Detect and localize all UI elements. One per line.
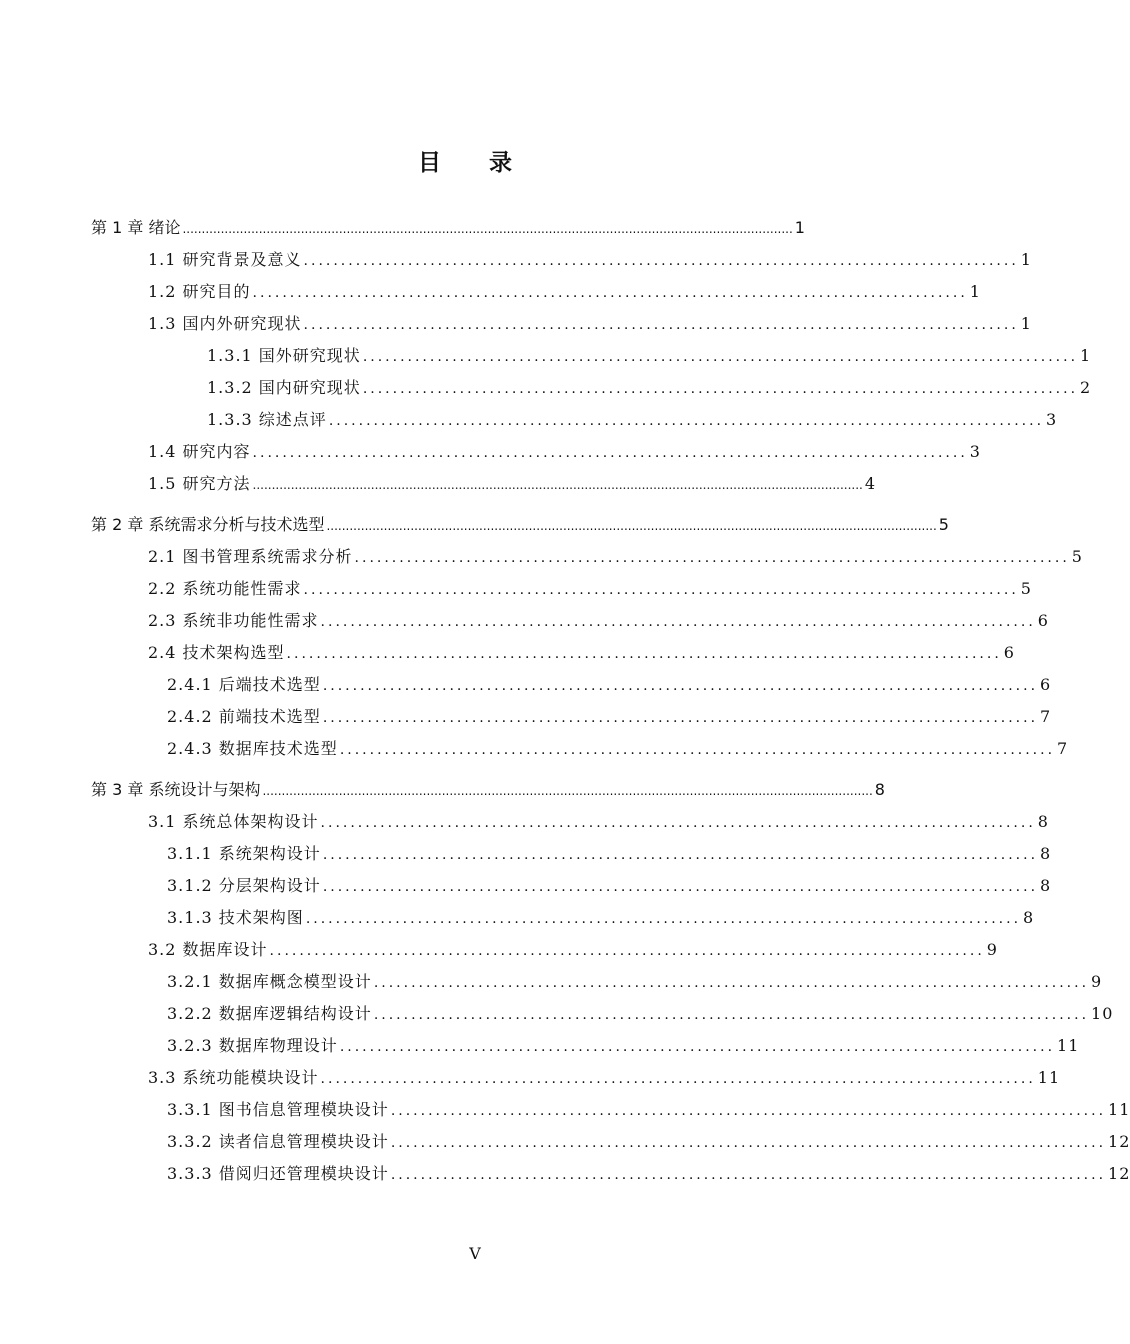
toc-leader-dots: ................................................................................................ (339, 1039, 1056, 1055)
toc-leader-dots: ................................................................................................ (322, 710, 1039, 726)
toc-page: 8 (1023, 908, 1035, 927)
toc-leader-dots: ................................................................................................ (354, 550, 1070, 566)
toc-label: 2.1 图书管理系统需求分析 (148, 547, 353, 566)
toc-entry (148, 545, 1083, 570)
toc-page: 11 (1037, 1068, 1061, 1087)
toc-leader-dots: ................................................................................................................................................................ (182, 222, 793, 236)
toc-label: 2.4.1 后端技术选型 (167, 675, 321, 694)
toc-page: 7 (1040, 707, 1052, 726)
toc-page: 1 (1080, 346, 1092, 365)
toc-label: 1.4 研究内容 (148, 442, 251, 461)
toc-leader-dots: ................................................................................................ (373, 1007, 1090, 1023)
toc-page: 12 (1108, 1132, 1130, 1151)
toc-entry (148, 440, 981, 465)
toc-leader-dots: ................................................................................................ (320, 815, 1036, 831)
toc-leader-dots: ................................................................................................ (320, 1071, 1036, 1087)
toc-page: 1 (1020, 314, 1032, 333)
toc-page: 9 (986, 940, 998, 959)
toc-page: 11 (1057, 1036, 1080, 1055)
toc-label: 2.4.3 数据库技术选型 (167, 739, 338, 758)
toc-leader-dots: ................................................................................................ (339, 742, 1056, 758)
toc-page: 2 (1080, 378, 1092, 397)
toc-page: 1 (1020, 250, 1032, 269)
toc-label: 3.1 系统总体架构设计 (148, 812, 319, 831)
toc-entry (167, 1130, 1130, 1155)
toc-entry (167, 1034, 1080, 1059)
toc-leader-dots: ................................................................................................ (286, 646, 1002, 662)
toc-entry (167, 842, 1052, 867)
toc-page: 1 (969, 282, 981, 301)
toc-label: 1.2 研究目的 (148, 282, 251, 301)
toc-page: 5 (938, 515, 949, 534)
toc-leader-dots: ................................................................................................ (322, 879, 1039, 895)
toc-label: 1.1 研究背景及意义 (148, 250, 302, 269)
toc-label: 第 3 章 系统设计与架构 (91, 780, 261, 799)
toc-entry (148, 641, 1015, 666)
toc-entry (167, 737, 1069, 762)
toc-leader-dots: ................................................................................................ (390, 1135, 1107, 1151)
toc-label: 2.2 系统功能性需求 (148, 579, 302, 598)
toc-entry (148, 1066, 1061, 1091)
toc-page: 1 (794, 218, 805, 237)
toc-label: 2.4 技术架构选型 (148, 643, 285, 662)
toc-page: 8 (874, 780, 885, 799)
toc-entry (167, 970, 1103, 995)
toc-label: 第 2 章 系统需求分析与技术选型 (91, 515, 325, 534)
toc-entry (148, 280, 981, 305)
toc-entry (207, 376, 1092, 401)
toc-entry (167, 1162, 1130, 1187)
toc-entry (167, 1098, 1130, 1123)
toc-entry (148, 312, 1032, 337)
page-title: 目 录 (417, 150, 532, 176)
toc-page: 5 (1071, 547, 1083, 566)
toc-label: 3.3 系统功能模块设计 (148, 1068, 319, 1087)
page-number: V (469, 1244, 481, 1263)
toc-leader-dots: ................................................................................................ (252, 285, 968, 301)
toc-label: 3.2 数据库设计 (148, 940, 268, 959)
toc-leader-dots: ................................................................................................ (322, 678, 1039, 694)
toc-page: 12 (1108, 1164, 1130, 1183)
toc-entry (148, 577, 1032, 602)
toc-page: 9 (1091, 972, 1103, 991)
toc-label: 2.4.2 前端技术选型 (167, 707, 321, 726)
toc-label: 1.3.1 国外研究现状 (207, 346, 361, 365)
toc-entry (148, 810, 1049, 835)
toc-entry (207, 344, 1092, 369)
toc-page: 8 (1037, 812, 1049, 831)
toc-leader-dots: ................................................................................................ (390, 1167, 1107, 1183)
toc-label: 3.1.3 技术架构图 (167, 908, 304, 927)
toc-leader-dots: ................................................................................................ (328, 413, 1045, 429)
toc-leader-dots: ................................................................................................ (269, 943, 985, 959)
toc-entry (167, 673, 1052, 698)
toc-page: 6 (1003, 643, 1015, 662)
toc-page: 6 (1037, 611, 1049, 630)
toc-entry (167, 906, 1035, 931)
toc-page: 11 (1108, 1100, 1130, 1119)
toc-entry (148, 248, 1032, 273)
toc-entry (148, 472, 877, 497)
toc-label: 1.3.3 综述点评 (207, 410, 327, 429)
toc-leader-dots: ................................................................................................ (390, 1103, 1107, 1119)
toc-leader-dots: ................................................................................................................................................................ (326, 519, 937, 533)
toc-entry (148, 609, 1049, 634)
toc-entry (148, 938, 998, 963)
toc-leader-dots: ................................................................................................ (322, 847, 1039, 863)
toc-label: 1.5 研究方法 (148, 474, 251, 493)
toc-entry (167, 1002, 1114, 1027)
toc-label: 3.3.3 借阅归还管理模块设计 (167, 1164, 389, 1183)
toc-page: 5 (1020, 579, 1032, 598)
toc-label: 2.3 系统非功能性需求 (148, 611, 319, 630)
toc-label: 3.3.2 读者信息管理模块设计 (167, 1132, 389, 1151)
toc-page: 4 (864, 474, 877, 493)
toc-label: 3.2.3 数据库物理设计 (167, 1036, 338, 1055)
toc-page: 6 (1040, 675, 1052, 694)
toc-leader-dots: ................................................................................................ (305, 911, 1022, 927)
toc-leader-dots: ................................................................................................ (303, 582, 1019, 598)
toc-label: 3.2.2 数据库逻辑结构设计 (167, 1004, 372, 1023)
toc-leader-dots: ................................................................................................ (252, 445, 968, 461)
toc-label: 1.3.2 国内研究现状 (207, 378, 361, 397)
toc-label: 第 1 章 绪论 (91, 218, 181, 237)
toc-label: 3.1.1 系统架构设计 (167, 844, 321, 863)
toc-entry (91, 216, 805, 241)
toc-leader-dots: ................................................................................................................................................................ (252, 478, 863, 492)
toc-page: 10 (1091, 1004, 1114, 1023)
toc-leader-dots: ................................................................................................ (320, 614, 1036, 630)
toc-entry (91, 778, 885, 803)
toc-leader-dots: ................................................................................................ (362, 349, 1079, 365)
toc-leader-dots: ................................................................................................ (373, 975, 1090, 991)
toc-entry (167, 705, 1052, 730)
toc-leader-dots: ................................................................................................ (362, 381, 1079, 397)
toc-leader-dots: ................................................................................................ (303, 253, 1019, 269)
toc-page: 3 (1046, 410, 1058, 429)
toc-page: 8 (1040, 844, 1052, 863)
toc-label: 1.3 国内外研究现状 (148, 314, 302, 333)
toc-page: 3 (969, 442, 981, 461)
toc-label: 3.2.1 数据库概念模型设计 (167, 972, 372, 991)
toc-leader-dots: ................................................................................................ (303, 317, 1019, 333)
toc-entry (207, 408, 1058, 433)
toc-entry (167, 874, 1052, 899)
toc-label: 3.3.1 图书信息管理模块设计 (167, 1100, 389, 1119)
toc-label: 3.1.2 分层架构设计 (167, 876, 321, 895)
toc-leader-dots: ................................................................................................................................................................ (262, 784, 873, 798)
toc-page: 8 (1040, 876, 1052, 895)
toc-page: 7 (1057, 739, 1069, 758)
toc-entry (91, 513, 949, 538)
